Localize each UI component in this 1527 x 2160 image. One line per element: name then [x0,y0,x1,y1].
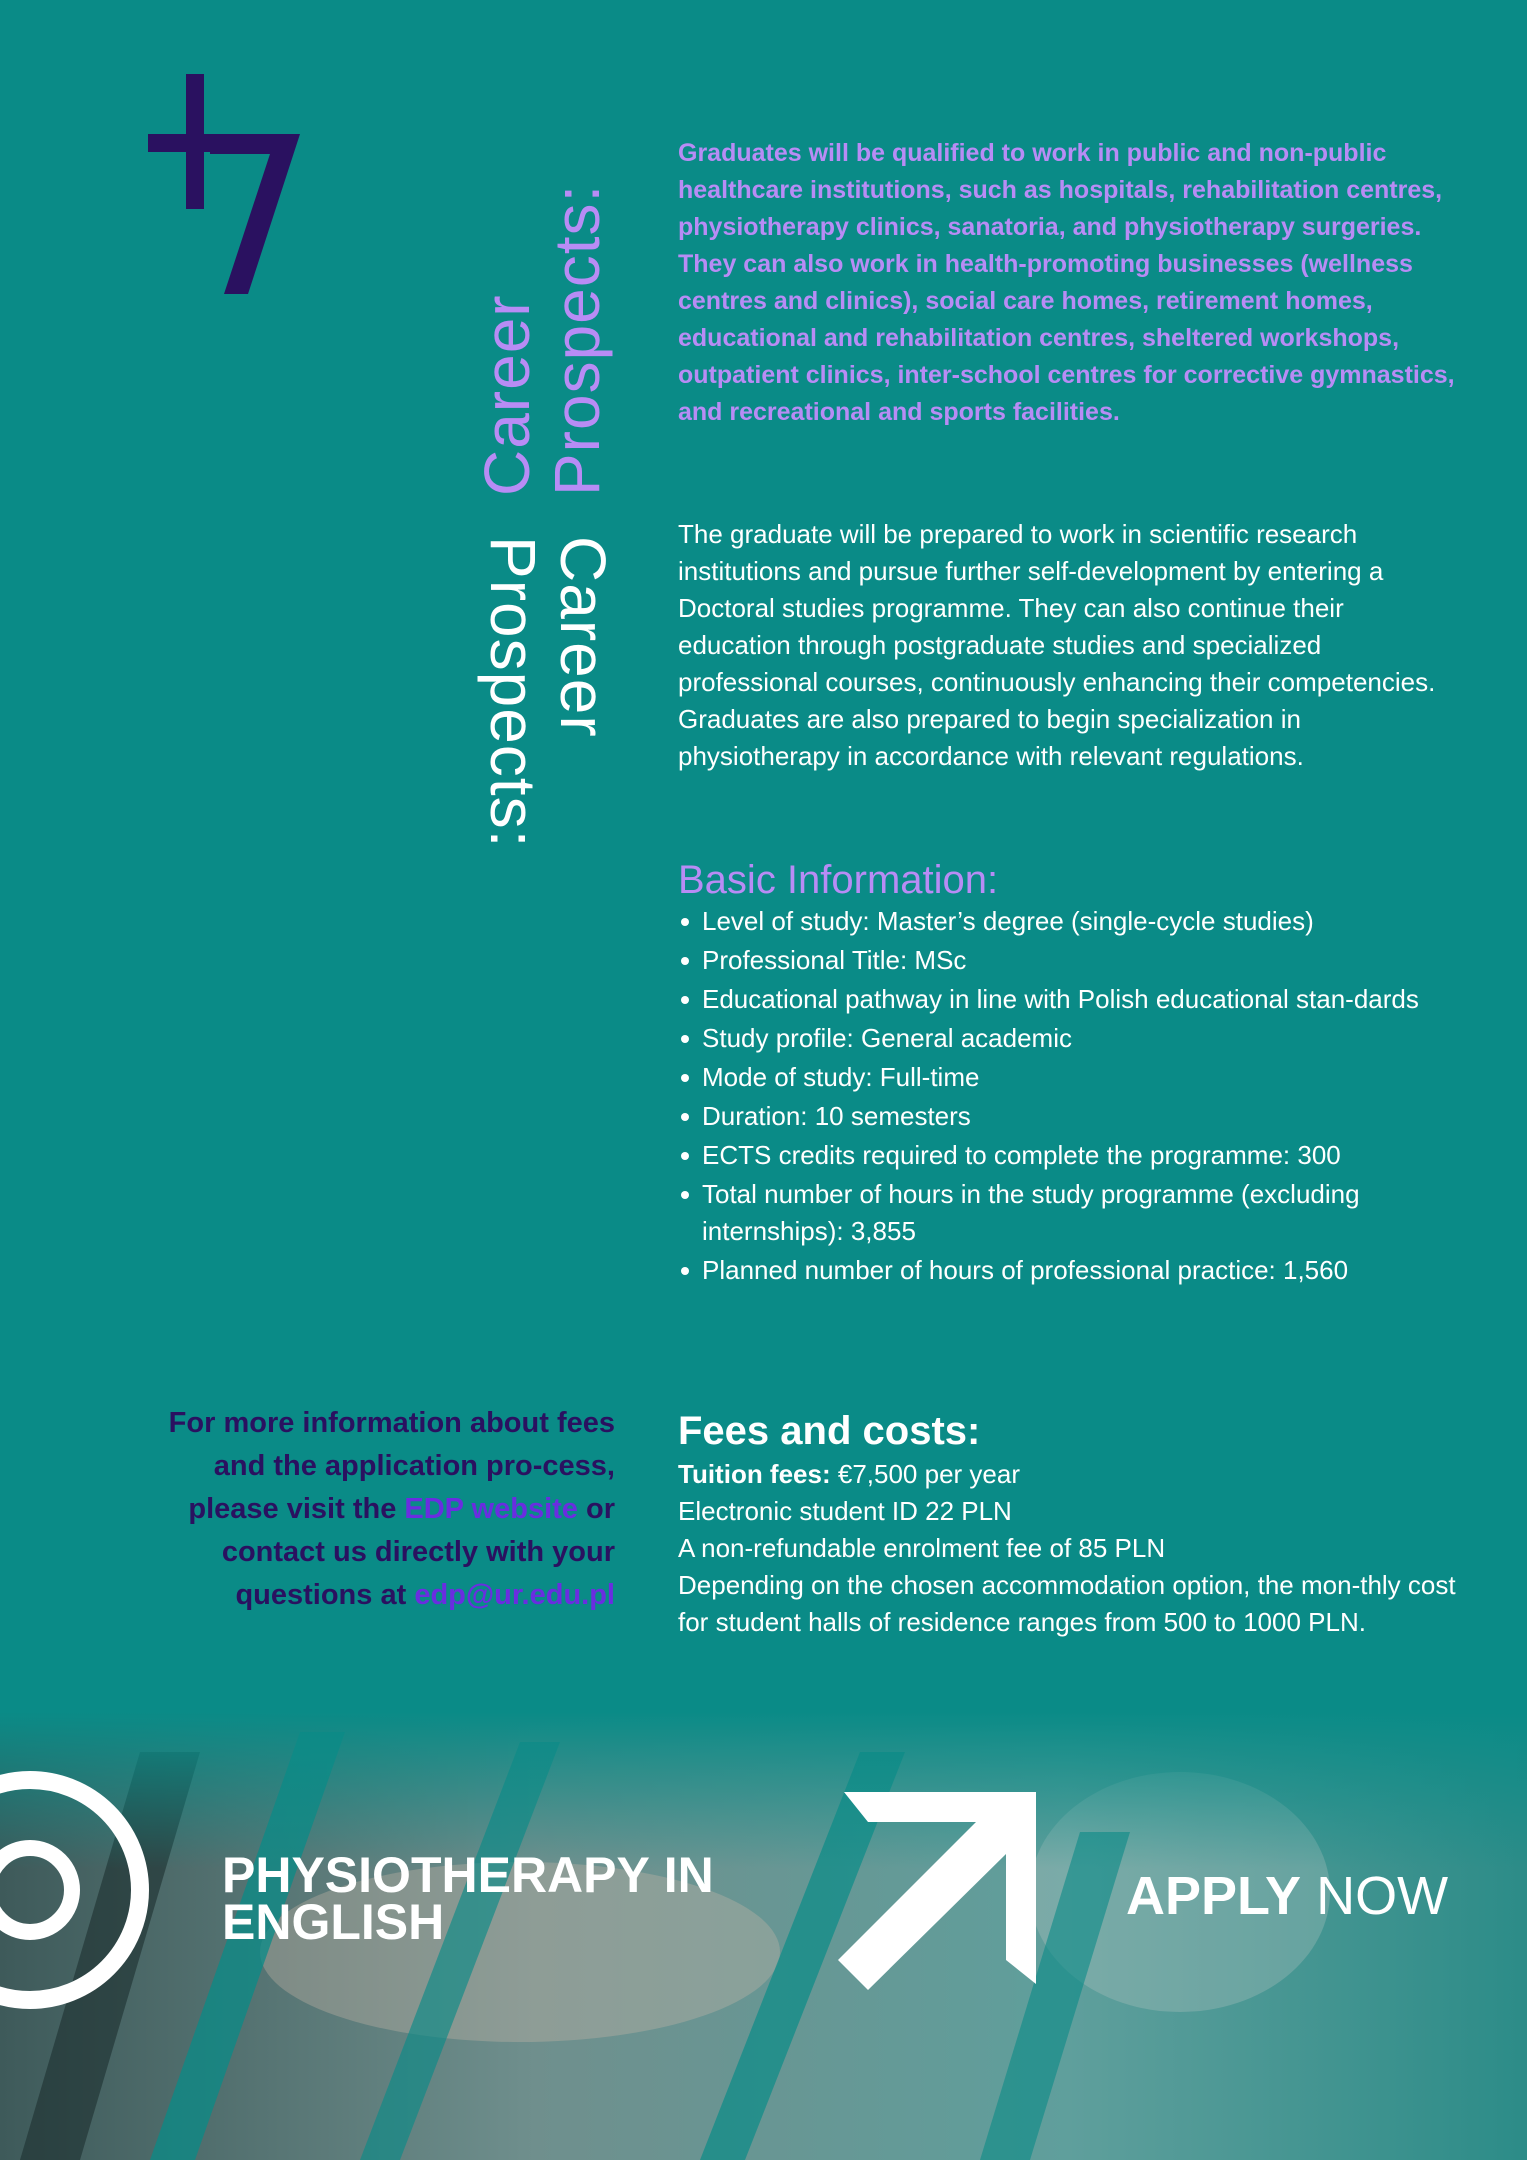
arrow-up-right-icon [836,1792,1036,1992]
vertical-heading-white-career: Career [547,536,619,738]
now-label: NOW [1316,1866,1449,1926]
banner-title [222,1847,714,1950]
list-item: ECTS credits required to complete the programme: 300 [678,1137,1448,1174]
target-circle-icon [0,1770,150,2010]
university-logo [148,74,303,294]
tuition-line [678,1456,1458,1493]
banner-title-english: ENGLISH [222,1894,445,1950]
list-item: Planned number of hours of professional practice: 1,560 [678,1252,1448,1289]
student-id-fee: Electronic student ID 22 PLN [678,1496,1012,1526]
vertical-heading-purple-prospects: Prospects: [541,183,613,496]
contact-text-1: For more information about fees and the application pro-cess, please visit the [168,1407,615,1525]
apply-label: APPLY [1126,1866,1302,1926]
list-item: Study profile: General academic [678,1020,1448,1057]
career-research-paragraph: The graduate will be prepared to work in scientific research institutions and pursue further self-development by entering a Doctoral studies programme. They can also continue their education through postgraduate studies and specialized professional courses, continuously enhancing their competencies. Graduates are also prepared to begin specialization in physiotherapy in accordance with relevant regulations. [678,519,1436,771]
fees-heading: Fees and costs: [678,1409,981,1453]
basic-info-list [678,903,1448,1291]
email-link[interactable]: edp@ur.edu.pl [414,1579,615,1611]
apply-now-button[interactable] [1126,1866,1448,1926]
list-item: Mode of study: Full-time [678,1059,1448,1096]
list-item: Educational pathway in line with Polish educational stan-dards [678,981,1448,1018]
vertical-heading-purple-career: Career [471,294,543,496]
fees-block [678,1456,1458,1641]
enrolment-fee: A non-refundable enrolment fee of 85 PLN [678,1533,1166,1563]
edp-website-link[interactable]: EDP website [404,1493,578,1525]
tuition-value: €7,500 per year [837,1459,1020,1489]
vertical-heading-white-prospects: Prospects: [477,536,549,849]
list-item: Professional Title: MSc [678,942,1448,979]
list-item: Duration: 10 semesters [678,1098,1448,1135]
tuition-label: Tuition fees: [678,1459,831,1489]
basic-info-heading: Basic Information: [678,858,999,902]
list-item: Total number of hours in the study programme (excluding internships): 3,855 [678,1176,1448,1250]
banner-title-in: IN [663,1847,714,1903]
contact-text-2: or contact us directly with your questions at [221,1493,615,1611]
banner-title-physiotherapy: PHYSIOTHERAPY [222,1847,650,1903]
career-intro-paragraph: Graduates will be qualified to work in public and non-public healthcare institutions, such as hospitals, rehabilitation centres, physiotherapy clinics, sanatoria, and physiotherapy surgeries. They can also work in health-promoting businesses (wellness centres and clinics), social care homes, retirement homes, educational and rehabilitation centres, sheltered workshops, outpatient clinics, inter-school centres for corrective gymnastics, and recreational and sports facilities. [678,139,1455,426]
contact-info [130,1402,615,1617]
accommodation-cost: Depending on the chosen accommodation option, the mon-thly cost for student halls of residence ranges from 500 to 1000 PLN. [678,1570,1456,1637]
list-item: Level of study: Master’s degree (single-cycle studies) [678,903,1448,940]
